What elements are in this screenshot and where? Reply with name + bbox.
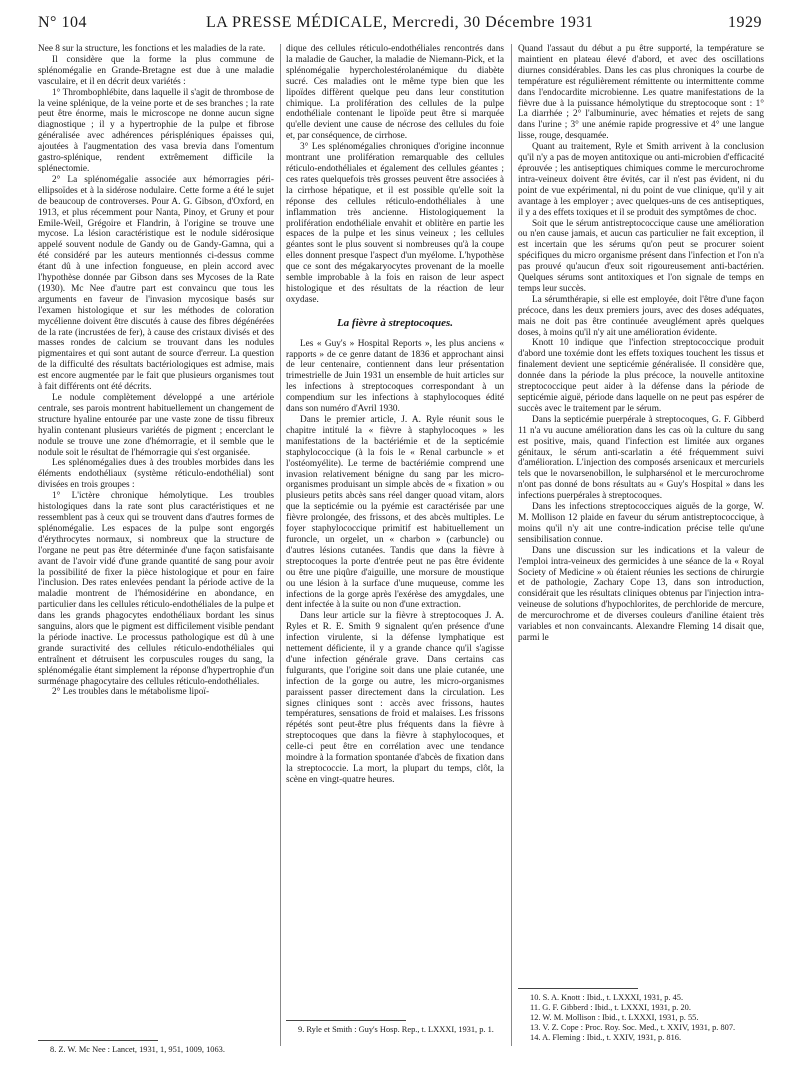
paragraph: Dans la septicémie puerpérale à streptocoques, G. F. Gibberd 11 n'a vu aucune amélioration dans les cas où la culture du sang est positive, mais, quand l'infection est limitée aux organes génitaux, le sérum anti-scarlatin a été fréquemment suivi d'amélioration. L'injection des composés arsenicaux et mercuriels tels que le novarsenobillon, le sulpharsénol et le mercurochrome n'ont pas donné de bons résultats au « Guy's Hospital » dans les infections puerpérales à streptocoques. xyxy=(518,414,764,502)
paragraph: 3° Les splénomégalies chroniques d'origine inconnue montrant une prolifération remarquable des cellules réticulo-endothéliales et également des cellules géantes ; ces rates quelquefois très grosses peuvent être associées à la cirrhose hépatique, et il est possible qu'elle soit la réponse des cellules réticulo-endothéliales à une inflammation très ancienne. Histologiquement la prolifération endothéliale envahit et oblitère en partie les espaces de la pulpe et les sinus veineux ; les cellules géantes sont le plus souvent si nombreuses qu'à la coupe elles donnent presque l'aspect d'un myélome. L'hypothèse que ce sont des mégakaryocytes provenant de la moelle semble improbable à la fois en raison de leur aspect histologique et des résultats de la réaction de leur oxydase. xyxy=(286,142,504,305)
section-heading: La fièvre à streptocoques. xyxy=(336,316,454,329)
footnotes-column-2 xyxy=(286,1020,504,1035)
paragraph: 1° Thrombophlébite, dans laquelle il s'agit de thrombose de la veine splénique, de la veine porte et de ses branches ; la rate peut être énorme, mais le microscope ne donne aucun signe diagnostique ; il y a hypertrophie de la pulpe et fibrose généralisée avec adhérences périspléniques épaisses qui, ajoutées à l'augmentation des vasa brevia dans l'omentum gastro-splénique, rendent extrêmement difficile la splénectomie. xyxy=(38,87,274,174)
paragraph: Dans les infections streptococciques aiguës de la gorge, W. M. Mollison 12 plaide en faveur du sérum antistreptococcique, à moins qu'il n'y ait une contre-indication précise telle qu'une sensibilisation connue. xyxy=(518,502,764,545)
footnote: 8. Z. W. Mc Nee : Lancet, 1931, 1, 951, 1009, 1063. xyxy=(50,1045,225,1054)
footnote: 11. G. F. Gibberd : Ibid., t. LXXXI, 1931, p. 20. xyxy=(530,1003,691,1012)
footnote: 14. A. Fleming : Ibid., t. XXIV, 1931, p. 816. xyxy=(530,1033,682,1042)
paragraph: 2° Les troubles dans le métabolisme lipoï- xyxy=(52,687,210,698)
footnote-rule xyxy=(286,1020,406,1021)
footnotes-column-3 xyxy=(518,988,764,1043)
footnote: 13. V. Z. Cope : Proc. Roy. Soc. Med., t. XXIV, 1931, p. 807. xyxy=(530,1023,736,1032)
footnotes-column-1 xyxy=(38,1040,274,1055)
paragraph: dique des cellules réticulo-endothéliales rencontrés dans la maladie de Gaucher, la maladie de Niemann-Pick, et la splénomégalie hypercholestérolanémique du diabète sucré. Ces maladies ont le même type bien que les lipoïdes diffèrent quelque peu dans leur constitution chimique. La prolifération des cellules de la pulpe endothéliale contenant le lipoïde peut être si marquée qu'elle devient une cause de nécrose des cellules du foie et, par conséquence, de cirrhose. xyxy=(286,44,504,142)
paragraph: Quand l'assaut du début a pu être supporté, la température se maintient en plateau élevé d'abord, et avec des oscillations diurnes considérables. Dans les cas plus chroniques la courbe de température est régulièrement rémittente ou intermittente comme dans l'endocardite microbienne. Les quatre manifestations de la fièvre due à la puissance hémolytique du streptocoque sont : 1° La diarrhée ; 2° l'albuminurie, avec hématies et rejets de sang dans l'urine ; 3° une anémie rapide progressive et 4° une langue lisse, rouge, desquamée. xyxy=(518,44,764,142)
paragraph: Quant au traitement, Ryle et Smith arrivent à la conclusion qu'il n'y a pas de moyen antitoxique ou anti-microbien d'efficacité éprouvée ; les antiseptiques chimiques comme le mercurochrome intra-veineux doivent être évités, car il n'est pas évident, ni du point de vue expérimental, ni du point de vue clinique, qu'il y ait avantage à les employer ; avec quelques-uns de ces antiseptiques, il y a des effets toxiques et il se produit des symptômes de choc. xyxy=(518,142,764,218)
paragraph: 1° L'ictère chronique hémolytique. Les troubles histologiques dans la rate sont plus caractéristiques et ne ressemblent pas à ceux qui se trouvent dans d'autres formes de splénomégalie. Les espaces de la pulpe sont engorgés d'érythrocytes normaux, si nombreux que la structure de l'organe ne peut pas être déterminée d'une façon satisfaisante avant de l'avoir vidé d'une grande quantité de sang pour avoir la possibilité de fixer la pièce histologique et pour en faire l'inclusion. Des rates enlevées pendant la période active de la maladie montrent de l'hémosidérine en abondance, en particulier dans les cellules réticulo-endothéliales de la pulpe et dans les grands phagocytes endothéliaux bordant les sinus sanguins, alors que le pigment est difficilement visible pendant la période inactive. Le processus pathologique est dû à une grande suractivité des cellules réticulo-endothéliales qui entraînent et détruisent les corpuscules rouges du sang, la splénomégalie étant simplement la réponse d'hypertrophie d'un surménage phagocytaire des cellules réticulo-endothéliales. xyxy=(38,491,274,687)
footnote: 12. W. M. Mollison : Ibid., t. LXXXI, 1931, p. 55. xyxy=(530,1013,699,1022)
column-1 xyxy=(38,44,274,698)
paragraph: Dans une discussion sur les indications et la valeur de l'emploi intra-veineux des germicides à une séance de la « Royal Society of Medicine » où étaient réunies les sections de chirurgie et de pathologie, Zachary Cope 13, dans son introduction, considérait que les résultats cliniques obtenus par l'injection intra-veineuse de solutions d'hypochlorites, de perchloride de mercure, de mercurochrome et de diverses couleurs d'aniline étaient très variables et non convaincants. Alexandre Fleming 14 disait que, parmi le xyxy=(518,545,764,643)
page-header xyxy=(38,14,762,38)
column-2 xyxy=(286,44,504,786)
paragraph: Knott 10 indique que l'infection streptococcique produit d'abord une toxémie dont les effets toxiques touchent les tissus et finalement devient une septicémie généralisée. Il considère que, donnée dans la période la plus précoce, la nouvelle antitoxine streptococcique peut aider à la défense dans la période de septicémie aiguë, période dans laquelle on ne peut pas espérer de succès avec le traitement par le sérum. xyxy=(518,338,764,414)
footnote-rule xyxy=(38,1040,158,1041)
paragraph: Nee 8 sur la structure, les fonctions et les maladies de la rate. xyxy=(38,44,266,54)
column-3 xyxy=(518,44,764,644)
journal-title: LA PRESSE MÉDICALE, Mercredi, 30 Décembre 1931 xyxy=(206,14,594,31)
paragraph: 2° La splénomégalie associée aux hémorragies péri-ellipsoïdes et à la sidérose nodulaire. Cette forme a été le sujet de beaucoup de controverses. Pour A. G. Gibson, d'Oxford, en 1913, et plus récemment pour Nanta, Pinoy, et Gruny et pour Emile-Weil, Grégoire et Flandrin, à l'origine se trouve une mycose. La lésion caractéristique est le nodule sidérosique appelé souvent nodule de Gandy ou de Gandy-Gamna, qui a été considéré par les auteurs mentionnés ci-dessus comme étant dû à une infection fongueuse, en plein accord avec l'hypothèse donnée par Gibson dans ses Mycoses de la Rate (1930). Mc Nee d'autre part est convaincu que tous les arguments en faveur de l'invasion mycosique basés sur l'examen histologique et sur les méthodes de coloration mycélienne doivent être discutés à cause des fibres dégénérées de la rate (incrustées de fer), à cause des cristaux divisés et des masses rondes de calcium se trouvant dans les nodules pigmentaires et qui sont autant de source d'erreur. La question de la difficulté des résultats bactériologiques est admise, mais est encore augmentée par le fait que plusieurs organismes tout à fait différents ont été décrits. xyxy=(38,174,274,393)
paragraph: Le nodule complètement développé a une artériole centrale, ses parois montrent habituellement un changement de structure hyaline entourée par une vaste zone de tissu fibreux hyalin contenant plusieurs variétés de pigment ; encerclant le nodule se trouve une zone d'hémorragie, et il semble que le nodule soit le résultat de l'hémorragie qui s'est organisée. xyxy=(38,393,274,458)
issue-number: N° 104 xyxy=(38,14,87,31)
column-divider xyxy=(511,44,512,1046)
paragraph: Soit que le sérum antistreptococcique cause une amélioration ou n'en cause jamais, et aucun cas particulier ne fait exception, il est incertain que les sérums qu'on peut se procurer soient spécifiques du micro organisme présent dans l'infection et l'on n'a pas prouvé qu'aucun d'eux soit rigoureusement anti-bactérien. Quelques sérums sont antitoxiques et l'on signale de temps en temps leur succès. xyxy=(518,218,764,294)
footnote: 10. S. A. Knott : Ibid., t. LXXXI, 1931, p. 45. xyxy=(530,993,684,1002)
page-number: 1929 xyxy=(728,14,762,31)
paragraph: Il considère que la forme la plus commune de splénomégalie en Grande-Bretagne est due à une maladie vasculaire, et il en décrit deux variétés : xyxy=(38,54,274,87)
paragraph: Les splénomégalies dues à des troubles morbides dans les éléments endothéliaux (système réticulo-endothélial) sont divisées en trois groupes : xyxy=(38,458,274,491)
paragraph: Dans leur article sur la fièvre à streptocoques J. A. Ryles et R. E. Smith 9 signalent qu'en présence d'une infection virulente, si la défense lymphatique est nettement déficiente, il y a grande chance qu'il s'agisse d'une infection générale grave. Dans certains cas fulgurants, que l'origine soit dans une plaie cutanée, une infection de la gorge ou autre, les micro-organismes paraissent passer directement dans la circulation. Les signes cliniques sont : accès avec frissons, hautes températures, sensations de froid et malaises. Les frissons répétés sont peut-être plus fréquents dans la fièvre à streptocoques que dans la fièvre à staphylocoques, et celle-ci peut être en corrélation avec une tendance moindre à la formation spontanée d'abcès de fixation dans la streptococcie. La mort, la plupart du temps, clôt, la scène en vingt-quatre heures. xyxy=(286,611,504,785)
paragraph: Les « Guy's » Hospital Reports », les plus anciens « rapports » de ce genre datant de 1836 et approchant ainsi de leur centenaire, contiennent dans leur présentation trimestrielle de Juin 1931 un ensemble de huit articles sur les infections à streptocoques correspondant à un compendium sur les infections à staphylocoques édité dans son numéro d'Avril 1930. xyxy=(286,338,504,415)
column-divider xyxy=(280,44,281,1046)
footnote: 9. Ryle et Smith : Guy's Hosp. Rep., t. LXXXI, 1931, p. 1. xyxy=(298,1025,494,1034)
paragraph: Dans le premier article, J. A. Ryle réunit sous le chapitre intitulé la « fièvre à staphylocoques » les manifestations de la bactériémie et de la septicémie staphylococcique (à la fois le « Renal carbuncle » et l'ostéomyélite). Le terme de bactériémie comprend une invasion relativement bénigne du sang par les micro-organismes produisant un simple abcès de « fixation » ou plusieurs petits abcès sans réel danger quoad vitam, alors que la septicémie ou la pyémie est caractérisée par une fièvre prolongée, des frissons, et des abcès multiples. Le foyer staphylococcique primitif est habituellement un furoncle, un orgelet, un « charbon » (carbuncle) ou d'autres lésions cutanées. Tandis que dans la fièvre à streptocoques la porte d'entrée peut ne pas être évidente ou être une piqûre d'aiguille, une morsure de moustique ou une lésion à la surface d'une muqueuse, comme les infections de la gorge après l'exérèse des amygdales, une dent infectée à la suite ou non d'une extraction. xyxy=(286,415,504,611)
footnote-rule xyxy=(518,988,638,989)
paragraph: La sérumthérapie, si elle est employée, doit l'être d'une façon précoce, dans les deux premiers jours, avec des doses adéquates, mais ne doit pas être continuée aveuglément après quelques doses, à moins qu'il n'y ait une amélioration évidente. xyxy=(518,294,764,338)
